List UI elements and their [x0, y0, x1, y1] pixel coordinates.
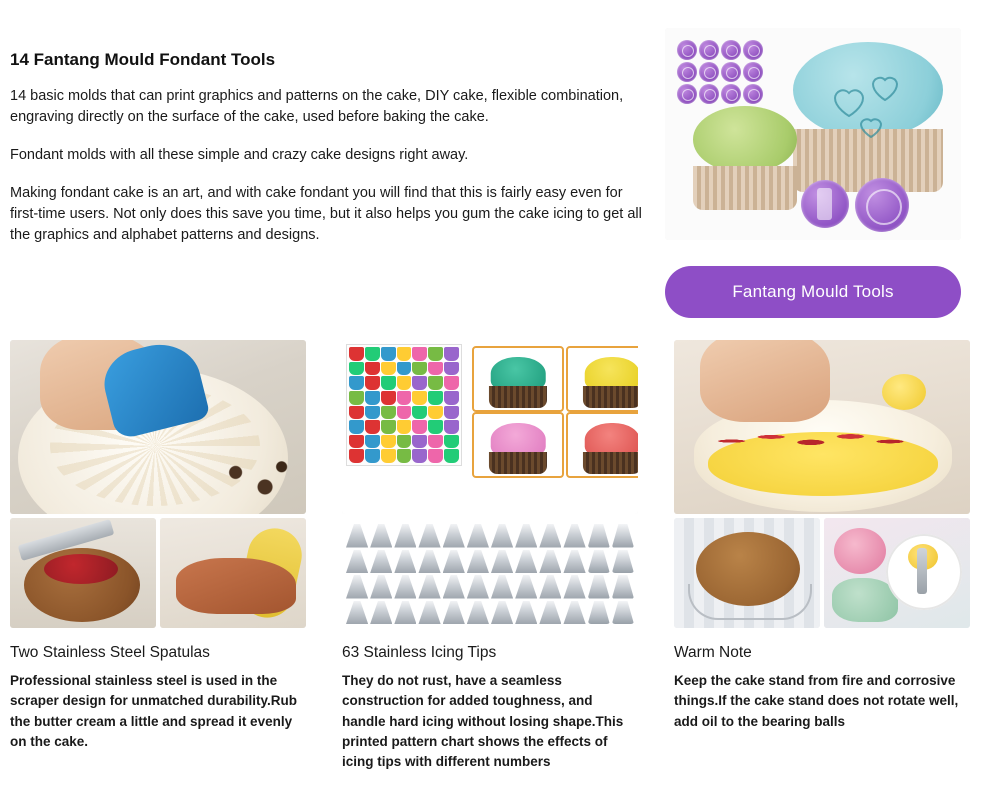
column-body-spatulas: Professional stainless steel is used in the scraper design for unmatched durability.Rub the butter cream a little and spread it evenly on the cake. — [10, 673, 298, 749]
chart-swatch — [412, 391, 427, 405]
chocolate-crumbs — [208, 450, 300, 506]
hero-image — [665, 28, 961, 240]
feature-column-warm-note — [674, 340, 970, 772]
icing-tip — [394, 550, 416, 574]
icing-tip — [443, 601, 465, 625]
chart-swatch — [444, 435, 459, 449]
warm-note-sub-photos — [674, 518, 970, 628]
green-frosting — [693, 106, 797, 173]
icing-tip — [443, 575, 465, 599]
chart-swatch — [381, 391, 396, 405]
column-body-icing-tips: They do not rust, have a seamless construction for added toughness, and handle hard icing without losing shape.This printed pattern chart shows the effects of icing tips with different numbers — [342, 673, 624, 769]
large-icing-tip — [588, 550, 610, 574]
cherry-topping — [44, 554, 118, 584]
intro-section — [0, 0, 981, 318]
icing-tip — [370, 575, 392, 599]
chart-swatch — [444, 420, 459, 434]
large-icing-tip — [588, 575, 610, 599]
icing-tip — [515, 575, 537, 599]
chart-swatch — [412, 420, 427, 434]
icing-tip — [418, 524, 440, 548]
feature-column-icing-tips — [342, 340, 638, 772]
chart-swatch — [397, 420, 412, 434]
icing-tip-grid — [346, 524, 634, 624]
icing-tip — [515, 550, 537, 574]
cake-stand-scene — [674, 518, 820, 628]
chart-swatch — [444, 449, 459, 463]
chart-swatch — [397, 362, 412, 376]
chart-swatch — [365, 362, 380, 376]
icing-tip — [539, 524, 561, 548]
intro-media-block — [665, 28, 971, 318]
mould-piece — [743, 62, 763, 82]
cake-stand-photo — [674, 518, 820, 628]
intro-paragraph-1: 14 basic molds that can print graphics and patterns on the cake, DIY cake, flexible combination, engraving directly on the surface of the cake, used before baking the cake. — [10, 88, 624, 126]
chart-swatch — [365, 435, 380, 449]
icing-tip — [491, 601, 513, 625]
chart-swatch — [365, 391, 380, 405]
chart-swatch — [444, 362, 459, 376]
chart-swatch — [428, 406, 443, 420]
chart-swatch — [412, 362, 427, 376]
chart-swatch — [349, 420, 364, 434]
cake-decorating-scene — [10, 340, 306, 514]
icing-tip — [346, 575, 368, 599]
cherry-cake-scene — [10, 518, 156, 628]
icing-tips-set-photo — [342, 518, 638, 628]
strawberry-ring — [714, 418, 934, 460]
icing-tip — [563, 575, 585, 599]
icing-tip — [491, 550, 513, 574]
chart-swatch — [381, 376, 396, 390]
pink-icing-rose — [834, 528, 886, 574]
chart-swatch — [428, 449, 443, 463]
mould-piece — [677, 40, 697, 60]
intro-text-block — [10, 28, 665, 318]
icing-tip — [515, 601, 537, 625]
chart-swatch — [365, 420, 380, 434]
chart-swatch — [381, 347, 396, 361]
icing-tip — [443, 524, 465, 548]
spatulas-sub-photos — [10, 518, 306, 628]
chart-swatch — [412, 347, 427, 361]
chart-swatch — [381, 406, 396, 420]
icing-tip — [394, 575, 416, 599]
chart-swatch — [365, 376, 380, 390]
icing-tip — [418, 575, 440, 599]
fondant-mould-set-image — [677, 40, 765, 104]
chart-swatch — [428, 347, 443, 361]
icing-tip — [491, 524, 513, 548]
chart-swatch — [381, 449, 396, 463]
chart-swatch — [349, 362, 364, 376]
pastel-scene — [824, 518, 970, 628]
chart-swatch — [349, 435, 364, 449]
icing-tip — [418, 550, 440, 574]
icing-pattern-chart — [346, 344, 462, 466]
icing-tip — [346, 550, 368, 574]
green-cupcake-photo — [472, 346, 564, 412]
chart-swatch — [397, 391, 412, 405]
cupcake-liner — [583, 386, 638, 407]
chart-swatch — [397, 435, 412, 449]
chart-swatch — [381, 362, 396, 376]
pink-cupcake-photo — [472, 412, 564, 478]
chart-swatch — [444, 347, 459, 361]
yellow-cupcake-photo — [566, 346, 638, 412]
red-cupcake-photo — [566, 412, 638, 478]
chart-swatch — [365, 406, 380, 420]
icing-tip — [563, 550, 585, 574]
mould-piece — [721, 62, 741, 82]
green-cupcake-image — [693, 106, 797, 210]
chart-swatch — [397, 449, 412, 463]
hand-with-nozzle — [700, 340, 830, 422]
cake-lifter-wire — [688, 584, 812, 620]
icing-tip — [394, 524, 416, 548]
mould-piece — [699, 40, 719, 60]
column-title-warm-note: Warm Note — [674, 644, 752, 661]
icing-tip — [467, 524, 489, 548]
cupcake-liner — [489, 452, 547, 473]
chart-swatch — [349, 449, 364, 463]
purple-mould-disc — [801, 180, 849, 228]
sauce-scene — [160, 518, 306, 628]
chart-swatch — [412, 435, 427, 449]
purple-mould-disc — [855, 178, 909, 232]
cupcake-liner — [489, 386, 547, 407]
fantang-mould-tools-button[interactable]: Fantang Mould Tools — [665, 266, 961, 318]
chart-swatch — [397, 376, 412, 390]
yellow-icing-rose — [908, 544, 938, 570]
flower-nail-closeup — [886, 534, 962, 610]
icing-tip — [394, 601, 416, 625]
chart-swatch — [365, 347, 380, 361]
chart-swatch — [444, 391, 459, 405]
chart-swatch — [381, 435, 396, 449]
icing-tip — [467, 575, 489, 599]
chart-swatch — [428, 435, 443, 449]
icing-tips-main-photo — [342, 340, 638, 514]
column-body-warm-note: Keep the cake stand from fire and corrosive things.If the cake stand does not rotate well, add oil to the bearing balls — [674, 673, 959, 729]
chart-swatch — [412, 376, 427, 390]
intro-paragraph-3: Making fondant cake is an art, and with cake fondant you will find that this is fairly easy even for first-time users. Not only does this save you time, but it also helps you gum the cake icing to get all the graphics and alphabet patterns and designs. — [10, 185, 642, 244]
icing-tip — [539, 575, 561, 599]
icing-tip — [515, 524, 537, 548]
chart-swatch — [381, 420, 396, 434]
chart-swatch — [444, 406, 459, 420]
chart-swatch — [428, 391, 443, 405]
mould-piece — [743, 40, 763, 60]
column-title-spatulas: Two Stainless Steel Spatulas — [10, 644, 210, 661]
column-title-icing-tips: 63 Stainless Icing Tips — [342, 644, 497, 661]
chart-swatch — [412, 406, 427, 420]
chart-swatch — [349, 376, 364, 390]
chart-swatch — [444, 376, 459, 390]
chart-swatch — [412, 449, 427, 463]
heart-pattern-icon — [815, 68, 925, 158]
chart-swatch — [428, 376, 443, 390]
icing-tip — [539, 550, 561, 574]
chart-swatch — [349, 347, 364, 361]
icing-chart-scene — [342, 340, 638, 514]
large-icing-tip — [612, 601, 634, 625]
large-icing-tip — [612, 550, 634, 574]
sauce-spatula-photo — [160, 518, 306, 628]
pastel-decorations-photo — [824, 518, 970, 628]
chart-swatch — [428, 362, 443, 376]
large-icing-tip — [588, 524, 610, 548]
icing-tip — [346, 524, 368, 548]
icing-tip — [539, 601, 561, 625]
icing-tip — [346, 601, 368, 625]
cupcake-liner — [693, 166, 797, 210]
mould-piece — [677, 62, 697, 82]
icing-tip — [467, 601, 489, 625]
icing-tip — [370, 601, 392, 625]
warm-note-main-photo — [674, 340, 970, 514]
chart-swatch — [397, 347, 412, 361]
icing-tip — [563, 601, 585, 625]
icing-tip — [563, 524, 585, 548]
icing-tip — [467, 550, 489, 574]
feature-columns — [0, 318, 981, 772]
icing-tip — [418, 601, 440, 625]
icing-tip — [370, 524, 392, 548]
food-item — [176, 558, 296, 614]
page-title: 14 Fantang Mould Fondant Tools — [10, 50, 276, 69]
chart-swatch — [397, 406, 412, 420]
large-icing-tip — [612, 575, 634, 599]
spatulas-main-photo — [10, 340, 306, 514]
icing-tip — [370, 550, 392, 574]
chart-swatch — [428, 420, 443, 434]
icing-tip — [443, 550, 465, 574]
chart-swatch — [349, 391, 364, 405]
intro-paragraph-2: Fondant molds with all these simple and crazy cake designs right away. — [10, 147, 469, 164]
mould-piece — [699, 84, 719, 104]
strawberry-cake-scene — [674, 340, 970, 514]
mould-piece — [743, 84, 763, 104]
feature-column-spatulas — [10, 340, 306, 772]
mould-piece — [721, 40, 741, 60]
yellow-icing-rose — [882, 374, 926, 410]
mould-piece — [699, 62, 719, 82]
icing-tip — [491, 575, 513, 599]
large-icing-tip — [588, 601, 610, 625]
mould-piece — [677, 84, 697, 104]
chart-swatch — [349, 406, 364, 420]
mould-piece — [721, 84, 741, 104]
cupcake-liner — [583, 452, 638, 473]
cherry-cake-photo — [10, 518, 156, 628]
chart-swatch — [365, 449, 380, 463]
icing-tips-sub-photos — [342, 518, 638, 628]
large-icing-tip — [612, 524, 634, 548]
